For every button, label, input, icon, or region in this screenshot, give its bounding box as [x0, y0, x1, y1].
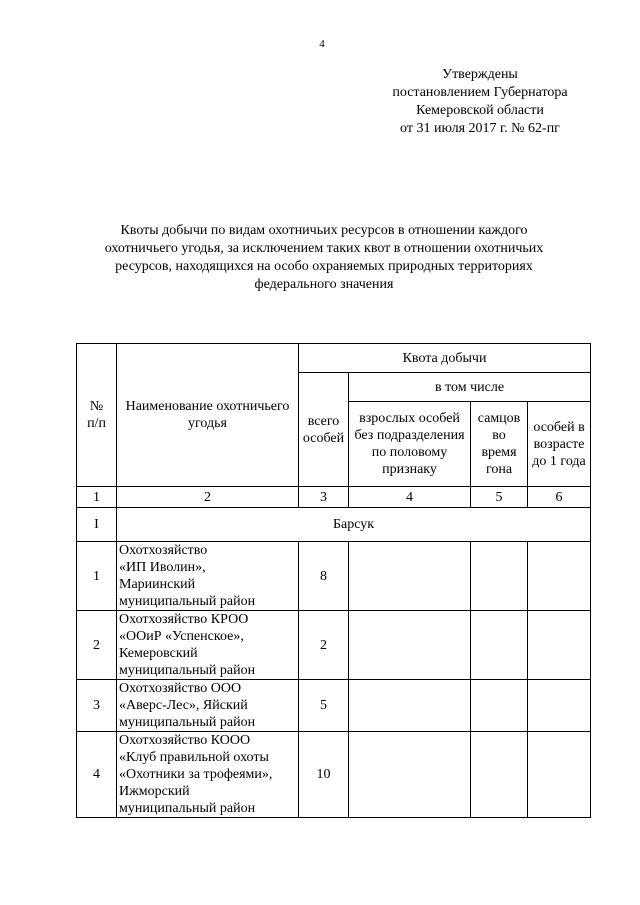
row-males: [471, 611, 528, 680]
row-total: 8: [299, 542, 349, 611]
approval-line: постановлением Губернатора: [392, 85, 568, 100]
column-number: 4: [349, 487, 471, 508]
header-adults: взрослых особей без подразделения по половому признаку: [349, 402, 471, 487]
row-num: 3: [77, 680, 117, 732]
row-total: 2: [299, 611, 349, 680]
header-males: самцов во время гона: [471, 402, 528, 487]
row-adults: [349, 542, 471, 611]
row-num: 2: [77, 611, 117, 680]
row-males: [471, 542, 528, 611]
table-row: [77, 680, 591, 732]
row-total: 10: [299, 732, 349, 818]
table-row: [77, 611, 591, 680]
row-name: Охотхозяйство КООО «Клуб правильной охоты «Охотники за трофеями», Ижморский муниципальный район: [117, 732, 299, 818]
header-row: [77, 344, 591, 373]
row-adults: [349, 611, 471, 680]
document-title: [60, 222, 588, 294]
table-row: [77, 732, 591, 818]
row-name: Охотхозяйство «ИП Иволин», Мариинский муниципальный район: [117, 542, 299, 611]
row-males: [471, 680, 528, 732]
header-name: Наименование охотничьего угодья: [117, 344, 299, 487]
header-num: № п/п: [77, 344, 117, 487]
title-line: охотничьего угодья, за исключением таких квот в отношении охотничьих: [104, 241, 544, 256]
approval-line: Кемеровской области: [416, 103, 544, 118]
row-name: Охотхозяйство КРОО «ООиР «Успенское», Кемеровский муниципальный район: [117, 611, 299, 680]
header-quota: Квота добычи: [299, 344, 591, 373]
column-number: 6: [528, 487, 591, 508]
approval-line: Утверждены: [442, 67, 518, 82]
title-line: Квоты добычи по видам охотничьих ресурсов в отношении каждого: [120, 223, 528, 238]
section-name: Барсук: [117, 508, 591, 542]
column-number: 1: [77, 487, 117, 508]
section-number: I: [77, 508, 117, 542]
row-young: [528, 611, 591, 680]
section-row: [77, 508, 591, 542]
column-number: 5: [471, 487, 528, 508]
approval-block: [360, 66, 600, 138]
row-adults: [349, 732, 471, 818]
row-young: [528, 542, 591, 611]
column-number: 3: [299, 487, 349, 508]
row-num: 4: [77, 732, 117, 818]
row-males: [471, 732, 528, 818]
quota-table: [76, 343, 591, 818]
row-young: [528, 680, 591, 732]
header-young: особей в возрасте до 1 года: [528, 402, 591, 487]
column-number-row: [77, 487, 591, 508]
title-line: федерального значения: [254, 277, 394, 292]
header-total: всего особей: [299, 373, 349, 487]
row-num: 1: [77, 542, 117, 611]
row-name: Охотхозяйство ООО «Аверс-Лес», Яйский муниципальный район: [117, 680, 299, 732]
approval-line: от 31 июля 2017 г. № 62-пг: [400, 121, 560, 136]
page-number: 4: [319, 38, 325, 50]
row-adults: [349, 680, 471, 732]
row-young: [528, 732, 591, 818]
title-line: ресурсов, находящихся на особо охраняемых природных территориях: [115, 259, 533, 274]
header-including: в том числе: [349, 373, 591, 402]
column-number: 2: [117, 487, 299, 508]
table-row: [77, 542, 591, 611]
row-total: 5: [299, 680, 349, 732]
